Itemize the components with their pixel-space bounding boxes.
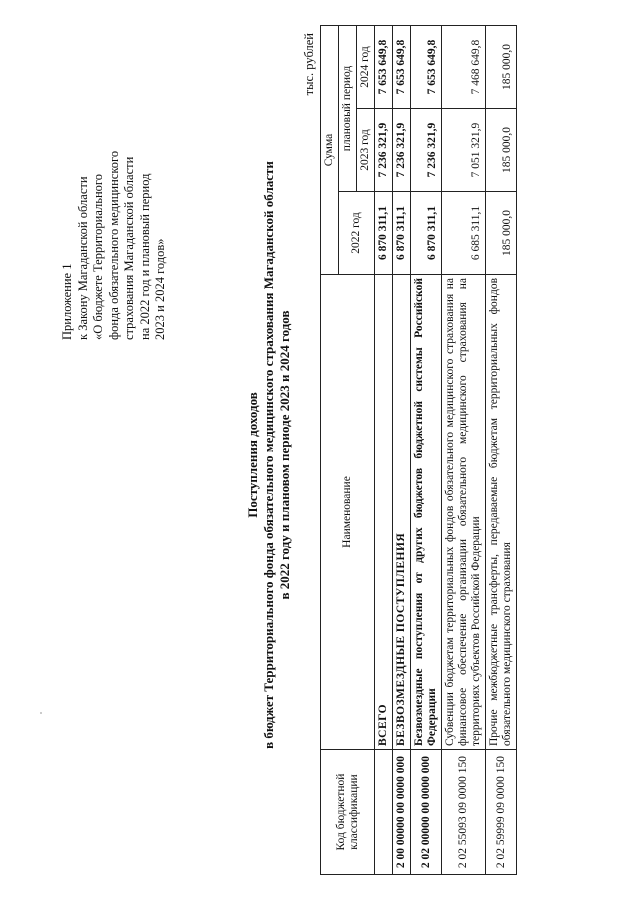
appendix-note [60,40,169,340]
row-code: 2 00 00000 00 0000 000 [393,750,411,875]
table-row [393,26,411,875]
appendix-line: «О бюджете Территориального [91,174,105,340]
row-code: 2 02 59999 09 0000 150 [486,750,517,875]
row-value-2023: 7 236 321,9 [375,109,393,192]
document-title [245,25,293,885]
scan-artifact [40,712,42,714]
header-name: Наименование [321,275,375,750]
appendix-line: на 2022 год и плановый период [137,173,152,340]
table-row [411,26,442,875]
appendix-line: Приложение 1 [60,263,74,340]
header-2023: 2023 год [357,109,375,192]
row-name: Прочие межбюджетные трансферты, передаваемые бюджетам территориальных фондов обязательного медицинского страхования [486,275,517,750]
row-value-2022: 6 870 311,1 [411,192,442,275]
title-line-1: Поступления доходов [245,392,260,518]
document-page [40,25,600,885]
appendix-line: фонда обязательного медицинского [106,150,121,340]
table-row [375,26,393,875]
row-value-2023: 7 051 321,9 [442,109,486,192]
header-2022: 2022 год [339,192,375,275]
row-value-2024: 7 468 649,8 [442,26,486,109]
title-line-3: в 2022 году и плановом периоде 2023 и 2024 годов [277,310,292,600]
row-name: БЕЗВОЗМЕЗДНЫЕ ПОСТУПЛЕНИЯ [393,275,411,750]
row-value-2024: 7 653 649,8 [375,26,393,109]
row-value-2024: 7 653 649,8 [411,26,442,109]
row-value-2022: 6 870 311,1 [375,192,393,275]
header-sum: Сумма [321,26,339,275]
row-value-2022: 6 685 311,1 [442,192,486,275]
table-row [486,26,517,875]
table-row [442,26,486,875]
title-line-2: в бюджет Территориального фонда обязательного медицинского страхования Магаданской области [261,161,276,749]
appendix-line: 2023 и 2024 годов» [153,238,167,340]
row-name: Безвозмездные поступления от других бюджетов бюджетной системы Российской Федерации [411,275,442,750]
row-value-2023: 7 236 321,9 [393,109,411,192]
appendix-line: к Закону Магаданской области [75,176,90,340]
row-value-2024: 7 653 649,8 [393,26,411,109]
unit-label: тыс. рублей [302,33,316,96]
row-value-2023: 185 000,0 [486,109,517,192]
header-planned: плановый период [339,26,357,192]
row-value-2022: 185 000,0 [486,192,517,275]
header-code: Код бюджетной классификации [321,750,375,875]
row-value-2022: 6 870 311,1 [393,192,411,275]
appendix-line: страхования Магаданской области [122,156,136,340]
row-value-2024: 185 000,0 [486,26,517,109]
row-code [375,750,393,875]
row-code: 2 02 55093 09 0000 150 [442,750,486,875]
row-name: Субвенции бюджетам территориальных фондов обязательного медицинского страхования на финансовое обеспечение организации обязательного медицинского страхования на территориях субъектов Российской Федерации [442,275,486,750]
header-2024: 2024 год [357,26,375,109]
row-value-2023: 7 236 321,9 [411,109,442,192]
revenue-table [320,25,517,875]
row-name: ВСЕГО [375,275,393,750]
row-code: 2 02 00000 00 0000 000 [411,750,442,875]
